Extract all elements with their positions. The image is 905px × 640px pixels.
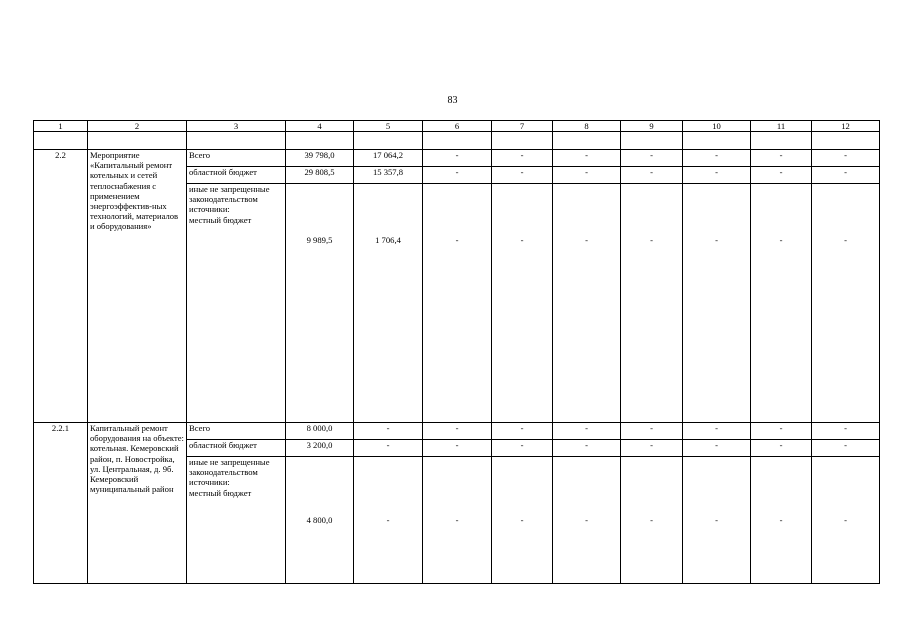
value-cell: - xyxy=(621,150,683,167)
value-cell: - xyxy=(683,457,751,584)
section-number: 2.2 xyxy=(34,150,88,423)
value-cell: - xyxy=(553,167,621,184)
value-cell: - xyxy=(812,457,880,584)
value-cell: - xyxy=(621,184,683,423)
value-cell: - xyxy=(621,457,683,584)
table-row xyxy=(34,150,880,167)
header-col-1: 1 xyxy=(34,121,88,132)
value-cell: - xyxy=(492,457,553,584)
value-cell: - xyxy=(683,423,751,440)
value-cell: - xyxy=(354,457,423,584)
value-cell: - xyxy=(751,423,812,440)
value-cell: 9 989,5 xyxy=(286,184,354,423)
header-col-3: 3 xyxy=(187,121,286,132)
value-cell: - xyxy=(354,440,423,457)
header-col-4: 4 xyxy=(286,121,354,132)
funding-source: Всего xyxy=(187,150,286,167)
funding-source: местный бюджет xyxy=(189,214,252,225)
value-cell: - xyxy=(683,184,751,423)
header-col-8: 8 xyxy=(553,121,621,132)
value-cell: - xyxy=(812,184,880,423)
value-cell: - xyxy=(683,167,751,184)
funding-source: местный бюджет xyxy=(189,487,252,498)
spacer-row xyxy=(34,132,880,150)
header-col-6: 6 xyxy=(423,121,492,132)
value-cell: - xyxy=(751,457,812,584)
value-cell: - xyxy=(553,184,621,423)
funding-source: областной бюджет xyxy=(187,440,286,457)
header-col-10: 10 xyxy=(683,121,751,132)
value-cell: - xyxy=(423,167,492,184)
header-col-12: 12 xyxy=(812,121,880,132)
value-cell: - xyxy=(423,184,492,423)
value-cell: - xyxy=(812,440,880,457)
header-col-2: 2 xyxy=(88,121,187,132)
value-cell: - xyxy=(423,423,492,440)
value-cell: - xyxy=(492,150,553,167)
value-cell: 15 357,8 xyxy=(354,167,423,184)
funding-source-other xyxy=(187,184,286,423)
page-number: 83 xyxy=(447,95,458,106)
value-cell: - xyxy=(492,184,553,423)
value-cell: 17 064,2 xyxy=(354,150,423,167)
funding-source-intro: иные не запрещенные законодательством источники: xyxy=(189,457,270,488)
value-cell: - xyxy=(812,167,880,184)
value-cell: - xyxy=(751,184,812,423)
value-cell: - xyxy=(553,457,621,584)
funding-source: Всего xyxy=(187,423,286,440)
section-number: 2.2.1 xyxy=(34,423,88,584)
value-cell: - xyxy=(812,423,880,440)
value-cell: - xyxy=(751,167,812,184)
value-cell: 4 800,0 xyxy=(286,457,354,584)
column-number-header-row xyxy=(34,121,880,132)
value-cell: 3 200,0 xyxy=(286,440,354,457)
value-cell: - xyxy=(812,150,880,167)
value-cell: - xyxy=(492,167,553,184)
value-cell: 1 706,4 xyxy=(354,184,423,423)
financing-table xyxy=(33,120,880,584)
value-cell: 8 000,0 xyxy=(286,423,354,440)
value-cell: - xyxy=(492,423,553,440)
value-cell: - xyxy=(553,423,621,440)
value-cell: - xyxy=(621,440,683,457)
table-row xyxy=(34,423,880,440)
value-cell: - xyxy=(553,150,621,167)
funding-source-other xyxy=(187,457,286,584)
value-cell: - xyxy=(492,440,553,457)
section-description: Капитальный ремонт оборудования на объекте: котельная. Кемеровский район, п. Новостройка, ул. Центральная, д. 9б. Кемеровский муниципальный район xyxy=(88,423,187,584)
value-cell: - xyxy=(621,423,683,440)
value-cell: - xyxy=(423,440,492,457)
value-cell: - xyxy=(423,457,492,584)
funding-source-intro: иные не запрещенные законодательством источники: xyxy=(189,184,270,215)
value-cell: 29 808,5 xyxy=(286,167,354,184)
value-cell: - xyxy=(423,150,492,167)
header-col-9: 9 xyxy=(621,121,683,132)
header-col-5: 5 xyxy=(354,121,423,132)
header-col-7: 7 xyxy=(492,121,553,132)
value-cell: - xyxy=(683,150,751,167)
value-cell: - xyxy=(553,440,621,457)
value-cell: - xyxy=(683,440,751,457)
value-cell: - xyxy=(751,150,812,167)
value-cell: - xyxy=(354,423,423,440)
section-description: Мероприятие «Капитальный ремонт котельных и сетей теплоснабжения с применением энергоэффектив-ных технологий, материалов и оборудования» xyxy=(88,150,187,423)
value-cell: - xyxy=(751,440,812,457)
funding-source: областной бюджет xyxy=(187,167,286,184)
value-cell: - xyxy=(621,167,683,184)
header-col-11: 11 xyxy=(751,121,812,132)
value-cell: 39 798,0 xyxy=(286,150,354,167)
